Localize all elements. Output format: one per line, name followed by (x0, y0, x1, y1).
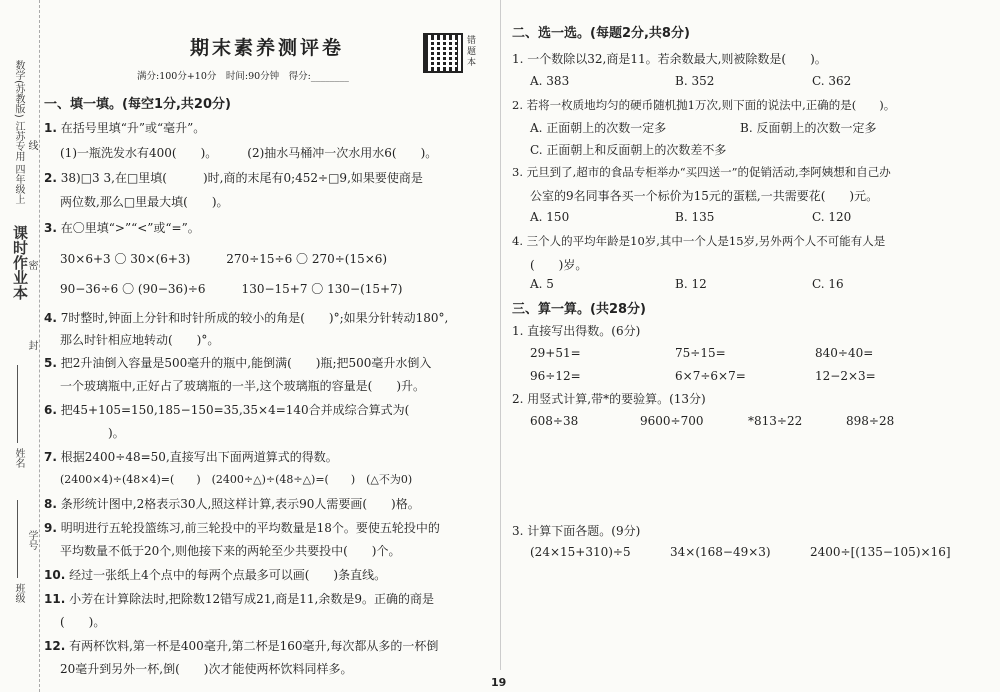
section-fill-title: 一、填一填。(每空1分,共20分) (44, 97, 231, 112)
calc-item: 12−2×3= (815, 369, 876, 383)
fill-line: 30×6+3 〇 30×(6+3) 270÷15÷6 〇 270÷(15×6) (60, 252, 388, 266)
choice-q4: 4. 三个人的平均年龄是10岁,其中一个人是15岁,另外两个人不可能有人是 (512, 234, 886, 248)
fill-line: 7. 根据2400÷48=50,直接写出下面两道算式的得数。 (44, 450, 338, 464)
choice-option: C. 16 (812, 277, 844, 291)
left-column (42, 0, 494, 692)
choice-option: B. 反面朝上的次数一定多 (740, 121, 877, 135)
exam-title: 期末素养测评卷 (190, 37, 345, 59)
fill-line: 平均数量不低于20个,则他接下来的两轮至少共要投中( )个。 (60, 544, 401, 558)
choice-option: A. 5 (530, 277, 554, 291)
choice-option: C. 正面朝上和反面朝上的次数差不多 (530, 143, 727, 157)
fill-line: (2400×4)÷(48×4)=( ) (2400÷△)÷(48÷△)=( ) (△不为0) (60, 473, 413, 486)
seal-label: 封 (26, 340, 37, 350)
fill-line: 10. 经过一张纸上4个点中的每两个点最多可以画( )条直线。 (44, 568, 387, 582)
choice-option: C. 362 (812, 74, 852, 88)
fill-line: 9. 明明进行五轮投篮练习,前三轮投中的平均数量是18个。要使五轮投中的 (44, 521, 440, 535)
fill-line: 11. 小芳在计算除法时,把除数12错写成21,商是11,余数是9。正确的商是 (44, 592, 434, 606)
choice-q1: 1. 一个数除以32,商是11。若余数最大,则被除数是( )。 (512, 52, 827, 66)
edition-label: 数学(苏教版) 江苏专用 四年级上 (13, 60, 24, 205)
choice-option: A. 383 (530, 74, 570, 88)
right-column (510, 0, 990, 692)
fill-line: 4. 7时整时,钟面上分针和时针所成的较小的角是( )°;如果分针转动180°, (44, 311, 449, 325)
calc-item: 75÷15= (675, 346, 726, 360)
choice-option: B. 12 (675, 277, 707, 291)
fill-line: 那么时针相应地转动( )°。 (60, 333, 220, 347)
fill-line: 6. 把45+105=150,185−150=35,35×4=140合并成综合算式为( (44, 403, 410, 417)
qr-code-icon (423, 33, 463, 73)
calc-item: (24×15+310)÷5 (530, 545, 631, 559)
fill-line: 90−36÷6 〇 (90−36)÷6 130−15+7 〇 130−(15+7) (60, 282, 403, 296)
calc-item: 898÷28 (846, 414, 895, 428)
calc-item: 29+51= (530, 346, 581, 360)
fill-line: 5. 把2升油倒入容量是500毫升的瓶中,能倒满( )瓶;把500毫升水倒入 (44, 356, 432, 370)
qr-label: 错题本 (467, 36, 477, 68)
page-number: 19 (491, 676, 507, 689)
calc-item: 6×7÷6×7= (675, 369, 746, 383)
calc-q1: 1. 直接写出得数。(6分) (512, 324, 641, 338)
fill-line: 20毫升到另外一杯,倒( )次才能使两杯饮料同样多。 (60, 662, 353, 676)
class-field-label: 班级 (13, 583, 24, 603)
choice-option: A. 150 (530, 210, 570, 224)
calc-q3: 3. 计算下面各题。(9分) (512, 524, 641, 538)
calc-item: 2400÷[(135−105)×16] (810, 545, 951, 559)
name-field-label: 姓名 (13, 448, 24, 468)
calc-item: 608÷38 (530, 414, 579, 428)
secret-label: 密 (26, 260, 37, 270)
name-field-line (17, 365, 18, 443)
fill-line: )。 (60, 426, 125, 440)
choice-option: C. 120 (812, 210, 852, 224)
calc-item: 34×(168−49×3) (670, 545, 771, 559)
exam-info: 满分:100分+10分 时间:90分钟 得分:________ (137, 71, 349, 82)
fill-line: 8. 条形统计图中,2格表示30人,照这样计算,表示90人需要画( )格。 (44, 497, 420, 511)
fill-line: 两位数,那么□里最大填( )。 (60, 195, 229, 209)
choice-option: A. 正面朝上的次数一定多 (530, 121, 667, 135)
cut-line-label: 线 (26, 140, 37, 150)
id-field-label: 学号 (26, 530, 37, 550)
choice-option: B. 135 (675, 210, 715, 224)
choice-option: B. 352 (675, 74, 715, 88)
fill-line: (1)一瓶洗发水有400( )。 (2)抽水马桶冲一次水用水6( )。 (60, 146, 438, 160)
calc-item: 840÷40= (815, 346, 874, 360)
brand-label: 课时作业本 (11, 225, 29, 300)
fill-line: 一个玻璃瓶中,正好占了玻璃瓶的一半,这个玻璃瓶的容量是( )升。 (60, 379, 425, 393)
page-divider (500, 0, 501, 670)
choice-q3: 3. 元旦到了,超市的食品专柜举办“买四送一”的促销活动,李阿姨想和自己办 (512, 165, 891, 179)
choice-q4-cont: ( )岁。 (530, 258, 588, 272)
calc-item: *813÷22 (748, 414, 803, 428)
fill-line: 1. 在括号里填“升”或“毫升”。 (44, 121, 206, 135)
calc-item: 96÷12= (530, 369, 581, 383)
choice-q3-cont: 公室的9名同事各买一个标价为15元的蛋糕,一共需要花( )元。 (530, 189, 879, 203)
calc-item: 9600÷700 (640, 414, 704, 428)
binding-spine (0, 0, 40, 692)
fill-line: 2. 38)□3 3,在□里填( )时,商的末尾有0;452÷□9,如果要使商是 (44, 171, 423, 185)
class-field-line (17, 500, 18, 578)
section-calc-title: 三、算一算。(共28分) (512, 302, 646, 317)
fill-line: ( )。 (60, 615, 106, 629)
calc-q2: 2. 用竖式计算,带*的要验算。(13分) (512, 392, 706, 406)
fill-line: 12. 有两杯饮料,第一杯是400毫升,第二杯是160毫升,每次都从多的一杯倒 (44, 639, 439, 653)
fill-line: 3. 在〇里填“>”“<”或“=”。 (44, 221, 200, 235)
section-choice-title: 二、选一选。(每题2分,共8分) (512, 26, 690, 41)
choice-q2: 2. 若将一枚质地均匀的硬币随机抛1万次,则下面的说法中,正确的是( )。 (512, 98, 896, 112)
